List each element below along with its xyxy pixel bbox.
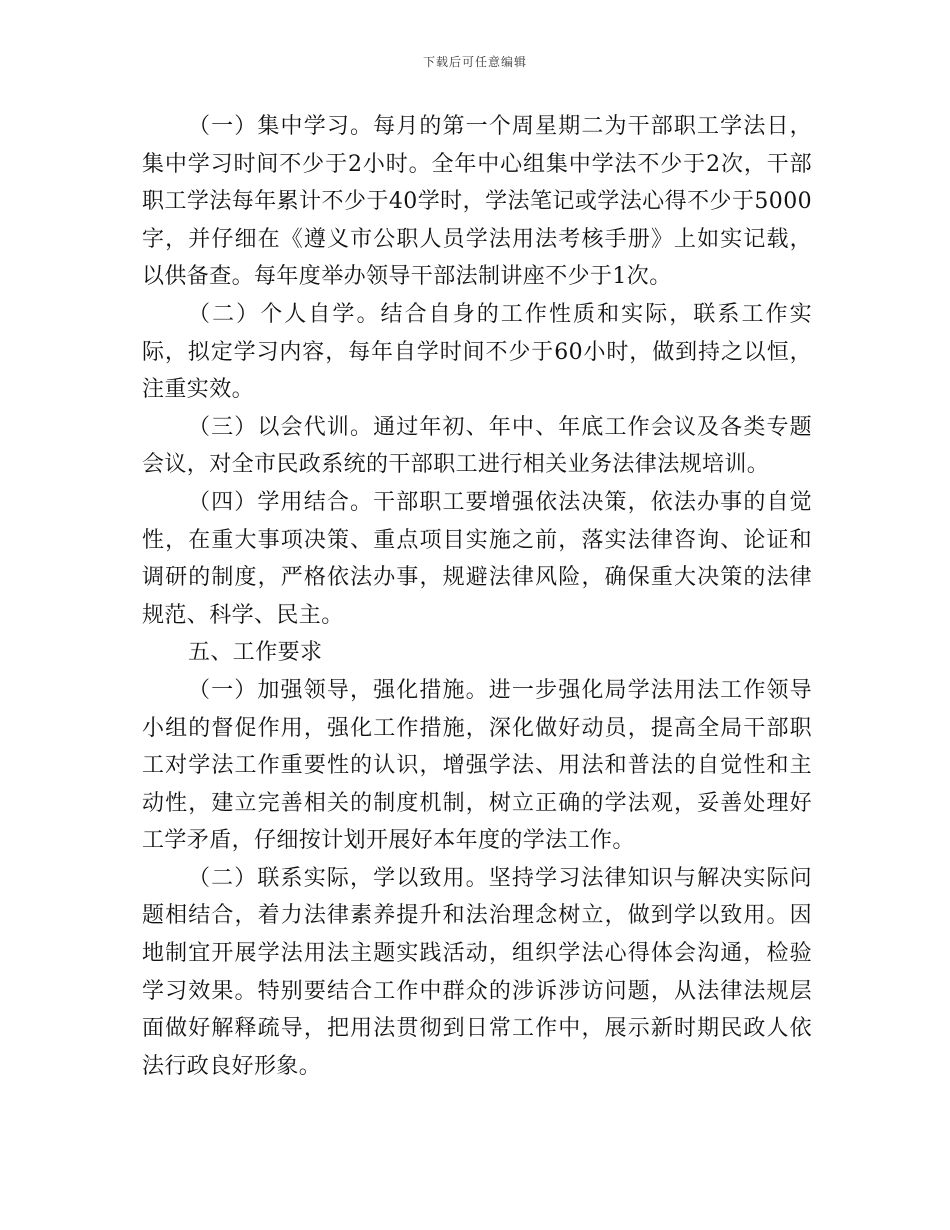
paragraph-practice-application: （二）联系实际，学以致用。坚持学习法律知识与解决实际问题相结合，着力法律素养提升和法治理念树立，做到学以致用。因地制宜开展学法用法主题实践活动，组织学法心得体会沟通，检验学习效果。特别要结合工作中群众的涉诉涉访问题，从法律法规层面做好解释疏导，把用法贯彻到日常工作中，展示新时期民政人依法行政良好形象。 (142, 865, 812, 1079)
document-body (142, 108, 812, 1085)
section-heading-work-requirements: 五、工作要求 (188, 640, 323, 666)
paragraph-study-application: （四）学用结合。干部职工要增强依法决策，依法办事的自觉性，在重大事项决策、重点项目实施之前，落实法律咨询、论证和调研的制度，严格依法办事，规避法律风险，确保重大决策的法律规范、科学、民主。 (142, 489, 812, 628)
paragraph-centralized-study: （一）集中学习。每月的第一个周星期二为干部职工学法日，集中学习时间不少于2小时。全年中心组集中学法不少于2次，干部职工学法每年累计不少于40学时，学法笔记或学法心得不少于5000字，并仔细在《遵义市公职人员学法用法考核手册》上如实记载，以供备查。每年度举办领导干部法制讲座不少于1次。 (142, 114, 812, 290)
paragraph-meeting-training: （三）以会代训。通过年初、年中、年底工作会议及各类专题会议，对全市民政系统的干部职工进行相关业务法律法规培训。 (142, 414, 812, 478)
paragraph-strengthen-leadership: （一）加强领导，强化措施。进一步强化局学法用法工作领导小组的督促作用，强化工作措施，深化做好动员，提高全局干部职工对学法工作重要性的认识，增强学法、用法和普法的自觉性和主动性，建立完善相关的制度机制，树立正确的学法观，妥善处理好工学矛盾，仔细按计划开展好本年度的学法工作。 (142, 677, 812, 854)
header-note: 下载后可任意编辑 (422, 55, 527, 69)
paragraph-self-study: （二）个人自学。结合自身的工作性质和实际，联系工作实际，拟定学习内容，每年自学时间不少于60小时，做到持之以恒，注重实效。 (142, 301, 812, 403)
